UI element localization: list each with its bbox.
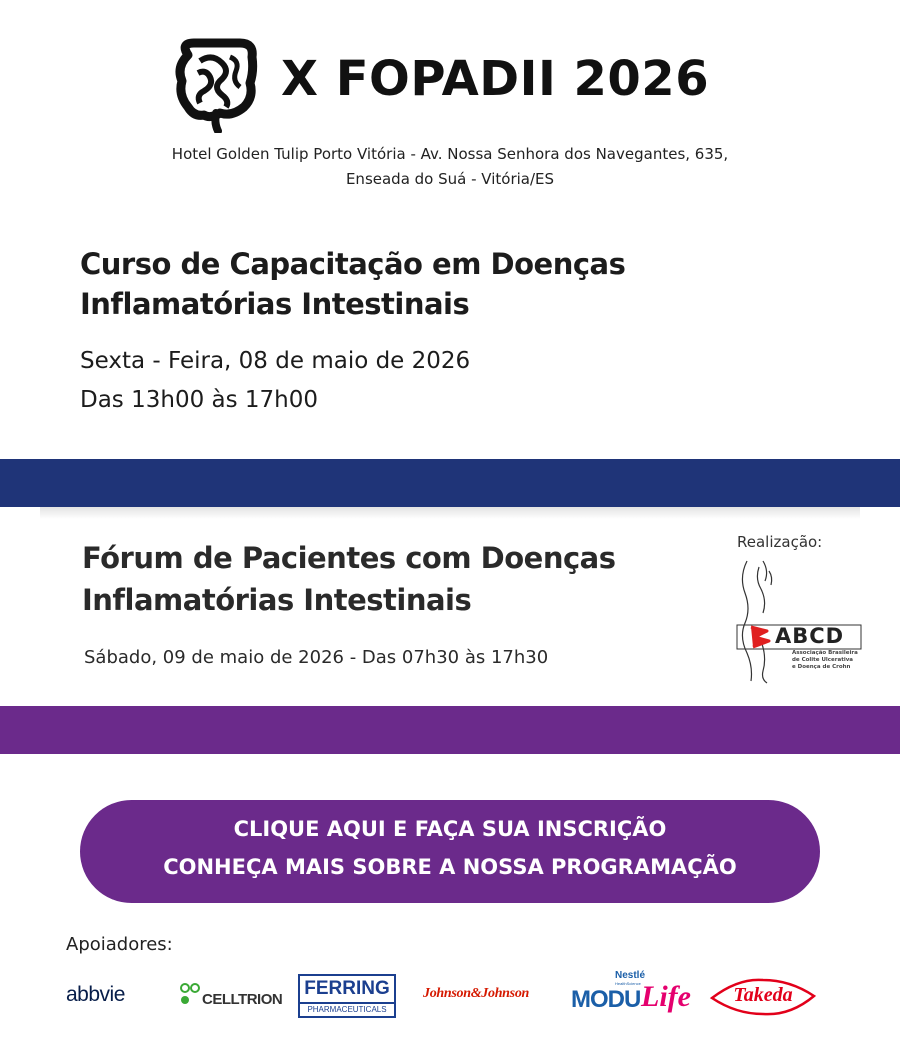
sponsor-nestle-modulife-logo [571, 970, 691, 1016]
modu-wordmark: MODU [571, 986, 641, 1013]
sponsor-ferring-logo [298, 974, 396, 1018]
cta-register-text: CLIQUE AQUI E FAÇA SUA INSCRIÇÃO [233, 817, 667, 841]
takeda-wordmark: Takeda [733, 984, 793, 1006]
abcd-subtitle-line-2: de Colite Ulcerativa [792, 657, 854, 663]
blue-divider-band [0, 459, 900, 507]
ferring-rule [300, 1002, 394, 1004]
cta-program-text: CONHEÇA MAIS SOBRE A NOSSA PROGRAMAÇÃO [163, 855, 737, 879]
ferring-wordmark: FERRING [304, 978, 390, 999]
venue-address-line-2: Enseada do Suá - Vitória/ES [345, 170, 555, 188]
nestle-subtitle: HealthScience [615, 981, 641, 986]
sponsor-johnson-and-johnson-logo: Johnson&Johnson [423, 986, 530, 1001]
celltrion-wordmark: CELLTRION [202, 991, 283, 1008]
intestine-icon [170, 37, 262, 133]
sponsor-takeda-logo [708, 976, 818, 1016]
abcd-name: ABCD [775, 624, 845, 648]
organizer-label: Realização: [737, 533, 823, 551]
course-title-line-2: Inflamatórias Intestinais [80, 287, 470, 321]
band-shadow [40, 507, 860, 519]
forum-title-line-2: Inflamatórias Intestinais [82, 583, 472, 617]
forum-title-line-1: Fórum de Pacientes com Doenças [82, 541, 616, 575]
event-title: X FOPADII 2026 [281, 51, 710, 107]
course-date: Sexta - Feira, 08 de maio de 2026 [80, 348, 471, 374]
life-wordmark: Life [641, 980, 691, 1013]
forum-date-time: Sábado, 09 de maio de 2026 - Das 07h30 às 17h30 [84, 647, 549, 668]
purple-divider-band [0, 706, 900, 754]
abcd-subtitle-line-3: e Doença de Crohn [792, 664, 851, 670]
abcd-subtitle-line-1: Associação Brasileira [792, 650, 858, 656]
registration-cta-button[interactable] [80, 800, 820, 903]
celltrion-dots-icon [180, 983, 202, 1009]
sponsor-abbvie-logo: abbvie [66, 983, 125, 1006]
course-time: Das 13h00 às 17h00 [80, 387, 319, 413]
ferring-subtitle: PHARMACEUTICALS [307, 1005, 387, 1014]
course-title-line-1: Curso de Capacitação em Doenças [80, 247, 626, 281]
nestle-wordmark: Nestlé [615, 970, 646, 981]
sponsors-label: Apoiadores: [66, 934, 173, 955]
venue-address-line-1: Hotel Golden Tulip Porto Vitória - Av. Nossa Senhora dos Navegantes, 635, [171, 145, 729, 163]
